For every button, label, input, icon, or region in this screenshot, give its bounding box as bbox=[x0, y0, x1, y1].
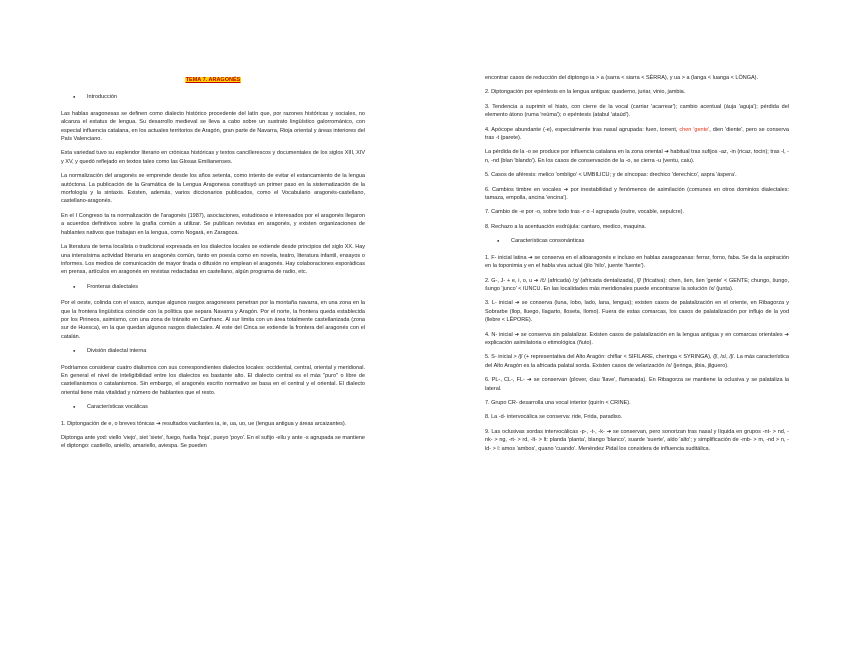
paragraph: 1. F- inicial latina ➔ se conserva en el altoaragonés e incluso en hablas zaragozanas: ferrar, forno, faba. Se da la aspiración en la toponimia y en el habla viva actual (jilo 'hilo', juente 'fuente'). bbox=[485, 254, 789, 270]
text-run: , dien 'diente', pero se conserva tras -t (parete). bbox=[485, 126, 789, 142]
paragraph: 4. N- inicial ➔ se conserva sin palatalizar. Existen casos de palatalización en la lengua antigua y en comarcas orientales ➔ explicación asimilatoria o etimológica (ñuto). bbox=[485, 331, 789, 346]
paragraph: 5. S- inicial > /ʃ/ (+ representativa del Alto Aragón: chiflar < SIFILARE, cheringa < SYRINGA), /ʃ/, /s/, /ʃ/. La más característica del Alto Aragón es la africada palatal sorda. Existen casos de velarización /x/ (jeringa, jibia, jilguero). bbox=[485, 354, 789, 369]
paragraph: 6. PL-, CL-, FL- ➔ se conservan (plover, clau 'llave', flamarada). En Ribagorza se mantiene la oclusiva y se palataliza la lateral. bbox=[485, 377, 789, 392]
paragraph: 7. Cambio de -e por -o, sobre todo tras -r o -l agrupada (outre, vocable, sepulcre). bbox=[485, 209, 685, 216]
paragraph: 3. Tendencia a suprimir el hiato, con cierre de la vocal (carriar 'acarrear'); cambio acentual (áuja 'aguja'); pérdida del elemento átono (ruma 'reúma'); o epéntesis (atabul 'ataúd'). bbox=[485, 103, 789, 119]
paragraph: Diptonga ante yod: viello 'viejo', siet 'siete', fuego, fuella 'hoja', pueyo 'poyo'. En el sufijo -ellu y ante -s agrupada se mantiene el diptongo: castiello, aniello, amariello, aviespa. Se pueden bbox=[61, 435, 365, 450]
paragraph: Las hablas aragonesas se definen como dialecto histórico procedente del latín que, por razones históricas y sociales, no alcanza el estatus de lengua. Su desarrollo medieval se lleva a cabo sobre un sustrato lingüístico galorrománico, con especial influencia catalana, en los actuales territorios de Aragón, gran parte de Navarra, Rioja oriental y áreas interiores del País Valenciano. bbox=[61, 110, 365, 143]
paragraph: 8. Rechazo a la acentuación esdrújula: cantaro, medico, maquina. bbox=[485, 223, 647, 230]
section-heading-vocalicas: ● Características vocálicas bbox=[61, 403, 365, 411]
document-title bbox=[61, 76, 365, 84]
paragraph: 1. Diptongación de e, o breves tónicas ➔ resultados vacilantes ia, ie, ua, uo, ue (lengua antigua y áreas arcaizantes). bbox=[61, 420, 347, 427]
paragraph: 8. La -d- intervocálica se conserva: ride, Frida, paradiso. bbox=[485, 414, 623, 421]
paragraph: 6. Cambios timbre en vocales ➔ por inestabilidad y fenómenos de asimilación (comunes en otros dominios dialectales: tamaza, empolla, ancina 'encina'). bbox=[485, 186, 789, 202]
paragraph: Esta variedad tuvo su esplendor literario en crónicas históricas y textos cancillerescos y documentales de los siglos XIII, XIV y XV, y quedó reflejado en textos tales como las Glosas Emilianenses. bbox=[61, 150, 365, 165]
paragraph: 2. Diptongación por epéntesis en la lengua antigua: quaderno, juriar, vinio, jambia. bbox=[485, 89, 686, 96]
paragraph: encontrar casos de reducción del diptongo ia > a (sarra < siarra < SĒRRA), y ua > a (langa < luanga < LŌNGA). bbox=[485, 75, 759, 81]
paragraph: Por el oeste, colinda con el vasco, aunque algunos rasgos aragoneses penetran por la montaña navarra, en una zona en la que la frontera lingüística coincide con la política que separa Navarra y Aragón. Por el norte, la frontera queda establecida por los Pirineos, asimismo, con una zona de tránsito en Canfranc. Al sur limita con un área totalmente castellanizada (zona sur de Huesca), en la que quedan algunos rasgos dialectales. Al este del Cinca se extiende la frontera del aragonés con el catalán. bbox=[61, 300, 365, 340]
paragraph: La literatura de tema localista o tradicional expresada en los dialectos locales se extiende desde principios del siglo XX. Hay una intensísima actividad literaria en aragonés común, tanto en poesía como en novela, teatro, literatura infantil, ensayos o informes. Los medios de comunicación de mayor tirada o difusión no emplean el aragonés. Hay colaboraciones esporádicas en prensa, artículos en aragonés en revistas redactadas en castellano, algún programa de radio, etc. bbox=[61, 244, 365, 276]
paragraph: 3. L- inicial ➔ se conserva (luna, lobo, lado, lana, lengua); existen casos de palatalización en el oriente, en Ribagorza y Sobrarbe (llop, lluego, llagarto, lloseta, llomo). Fuera de estas comarcas, los casos de palatalización por influjo de la yod (llebre < LĔPORE). bbox=[485, 300, 789, 324]
text-run: 4. Apócope abundante (-e), especialmente tras nasal agrupada: fuen, torrent, bbox=[485, 126, 680, 133]
paragraph: La normalización del aragonés se emprende desde los años setenta, como intento de evitar el estancamiento de la lengua autóctona. La publicación de la Gramática de la Lengua Aragonesa constituyó un primer paso en la sistematización de la morfología y la sintaxis. Existen, además, varios diccionarios publicados, como el Vocabulario aragonés-castellano, castellano-aragonés. bbox=[61, 173, 365, 205]
paragraph: 9. Las oclusivas sordas intervocálicas -p-, -t-, -k- ➔ se conservan, pero sonorizan tras nasal y líquida en grupos -nt- > nd, -nk- > ng, -rt- > rd, -lt- > lt: planda 'planta', blango 'blanco', suarde 'suerte', aldo 'alto'; y simplificación de -mb- > m, -nd > n, -ld- > l: amos 'ambos', quano 'cuando'. Menéndez Pidal los considera de influencia suditálica. bbox=[485, 428, 789, 452]
paragraph: 2. G-, J- + e, i, o, u ➔ /č/ (africada) /ʒ/ (africada dentalizada), /ʃ/ (fricativa): chen, šen, šen 'gente' < GENTE; chungo, šungo, šungo 'junco' < IUNCU. En las localidades más meridionales puede encontrarse la solución /x/ (junta). bbox=[485, 277, 789, 292]
paragraph: La pérdida de la -o se produce por influencia catalana en la zona oriental ➔ habitual tras sufijos -az, -in (ricaz, tocin); tras -l, -n, -nd (blan 'blando'). En los casos de conservación de la -o, se cierra -u (ventu, caiu). bbox=[485, 149, 789, 164]
section-heading-fronteras: ● Fronteras dialectales bbox=[61, 283, 365, 291]
highlighted-text: chen 'gente' bbox=[679, 126, 710, 133]
section-heading-consonanticas: ● Características consonánticas bbox=[485, 237, 789, 245]
title-text: TEMA 7. ARAGONÉS bbox=[185, 77, 241, 83]
paragraph: 7. Grupo CR- desarrolla una vocal interior (quirín < CRINE). bbox=[485, 399, 631, 406]
right-column bbox=[485, 74, 789, 459]
paragraph: En el I Congreso ta ra normalización de l'aragonés (1987), asociaciones, estudiosos e interesados por el aragonés llegaron a acuerdos definitivos sobre la grafía común a utilizar. Se publican revistas en aragonés, y existen organizaciones de hablantes nativos que trabajan en la lengua, como Nogará, en Zaragoza. bbox=[61, 212, 365, 236]
left-column bbox=[61, 74, 365, 457]
paragraph bbox=[485, 126, 789, 143]
section-heading-division: ● División dialectal interna bbox=[61, 347, 365, 355]
paragraph: Podríamos considerar cuatro dialismos con sus correspondientes dialectos locales: occidental, central, oriental y meridional. En general el nivel de inteligibilidad entre los dialectos es bastante alto. El dialecto central es el más "puro" o libre de castellanismos o catalanismos. Sin embargo, el aragonés escrito normativo se basa en el central y el oriental. El dialecto oriental tiene más vitalidad y número de hablantes que el resto. bbox=[61, 364, 365, 396]
section-heading-intro: ● Introducción bbox=[61, 93, 365, 101]
paragraph: 5. Casos de aféresis: melico 'ombligo' < UMBILICU; y de síncopas: drechico 'derechico', aspra 'áspera'. bbox=[485, 172, 737, 179]
